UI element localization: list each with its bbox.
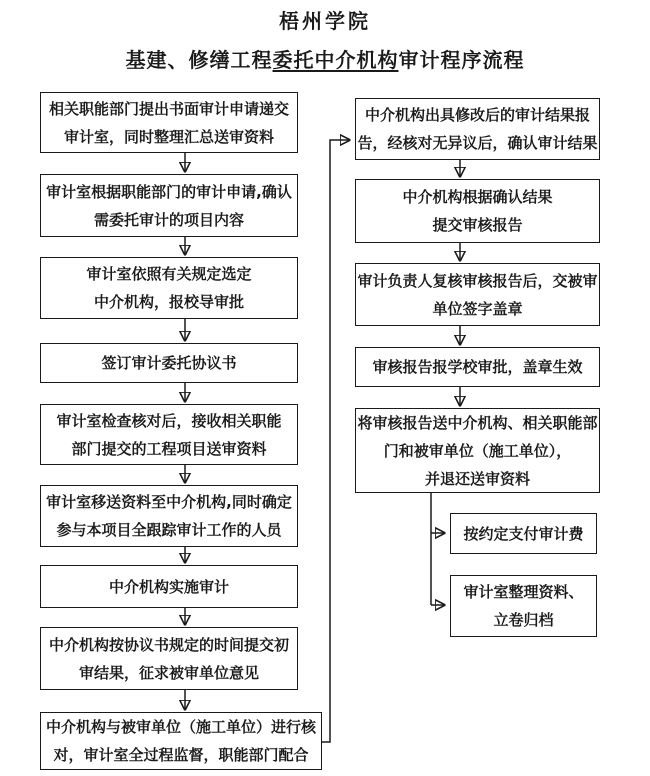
- node-text-line: 签订审计委托协议书: [101, 354, 237, 372]
- branch-connector-arrows: [431, 493, 444, 605]
- node-text-line: 审计室检查核对后，接收相关职能: [56, 411, 282, 430]
- flow-node-verify-with-audited-unit: [40, 712, 322, 770]
- flow-node-submit-preliminary-results: [40, 627, 298, 690]
- node-text-line: 审计室根据职能部门的审计申请,确认: [46, 182, 292, 201]
- flow-node-review-and-sign: [355, 263, 600, 326]
- subtitle-underlined-text: 委托中介机构: [272, 48, 399, 72]
- feedback-connector-arrow: [322, 140, 349, 742]
- node-text-line: 审计室，同时整理汇总送审资料: [63, 127, 274, 146]
- page-subtitle: [0, 44, 650, 73]
- node-text-line: 按约定支付审计费: [463, 524, 584, 543]
- node-text-line: 审计室依照有关规定选定: [86, 265, 252, 283]
- flow-node-pay-audit-fee: [450, 513, 597, 554]
- flow-node-sign-agreement: [40, 343, 298, 383]
- node-text-line: 门和被审单位（施工单位），: [383, 441, 572, 460]
- node-text-line: 将审核报告送中介机构、相关职能部: [357, 413, 598, 432]
- page-title: 梧州学院: [279, 9, 371, 33]
- subtitle-text: 审计程序流程: [398, 48, 525, 72]
- node-text-line: 需委托审计的项目内容: [93, 210, 244, 229]
- node-text-line: 审核报告报学校审批，盖章生效: [372, 358, 583, 376]
- node-text-line: 中介机构根据确认结果: [402, 188, 553, 206]
- node-text-line: 参与本项目全跟踪审计工作的人员: [56, 521, 282, 539]
- node-text-line: 提交审核报告: [432, 216, 523, 234]
- node-text-line: 中介机构出具修改后的审计结果报: [364, 106, 590, 124]
- node-text-line: 并退还送审资料: [424, 469, 530, 488]
- flow-node-select-agency: [40, 257, 298, 319]
- flow-node-conduct-audit: [40, 565, 298, 608]
- node-text-line: 立卷归档: [493, 611, 554, 629]
- flow-node-transfer-materials: [40, 485, 298, 547]
- flow-node-receive-materials: [40, 404, 298, 465]
- flow-node-confirm-project-content: [40, 174, 298, 237]
- node-text-line: 审计室移送资料至中介机构,同时确定: [46, 493, 292, 511]
- flow-node-archive-materials: [450, 575, 597, 637]
- node-text-line: 审结果，征求被审单位意见: [78, 663, 259, 682]
- node-text-line: 审计负责人复核审核报告后，交被审: [357, 271, 598, 290]
- flow-node-submit-review-report: [355, 179, 600, 243]
- subtitle-text: 基建、修缮工程: [125, 48, 273, 72]
- node-text-line: 部门提交的工程项目送审资料: [71, 439, 267, 458]
- node-text-line: 相关职能部门提出书面审计申请递交: [48, 99, 289, 118]
- node-text-line: 告，经核对无异议后，确认审计结果: [357, 134, 598, 152]
- flow-node-issue-revised-results: [355, 98, 600, 160]
- node-text-line: 对，审计室全过程监督，职能部门配合: [53, 746, 309, 764]
- node-text-line: 中介机构实施审计: [108, 577, 229, 596]
- node-text-line: 中介机构与被审单位（施工单位）进行核: [45, 718, 316, 736]
- flow-node-school-approval: [355, 347, 600, 387]
- node-text-line: 中介机构按协议书规定的时间提交初: [48, 635, 289, 654]
- node-text-line: 审计室整理资料、: [463, 583, 584, 601]
- flow-node-distribute-report: [355, 408, 600, 493]
- node-text-line: 中介机构，报校导审批: [93, 293, 244, 311]
- flow-node-submit-audit-request: [40, 92, 298, 153]
- node-text-line: 单位签字盖章: [432, 299, 523, 318]
